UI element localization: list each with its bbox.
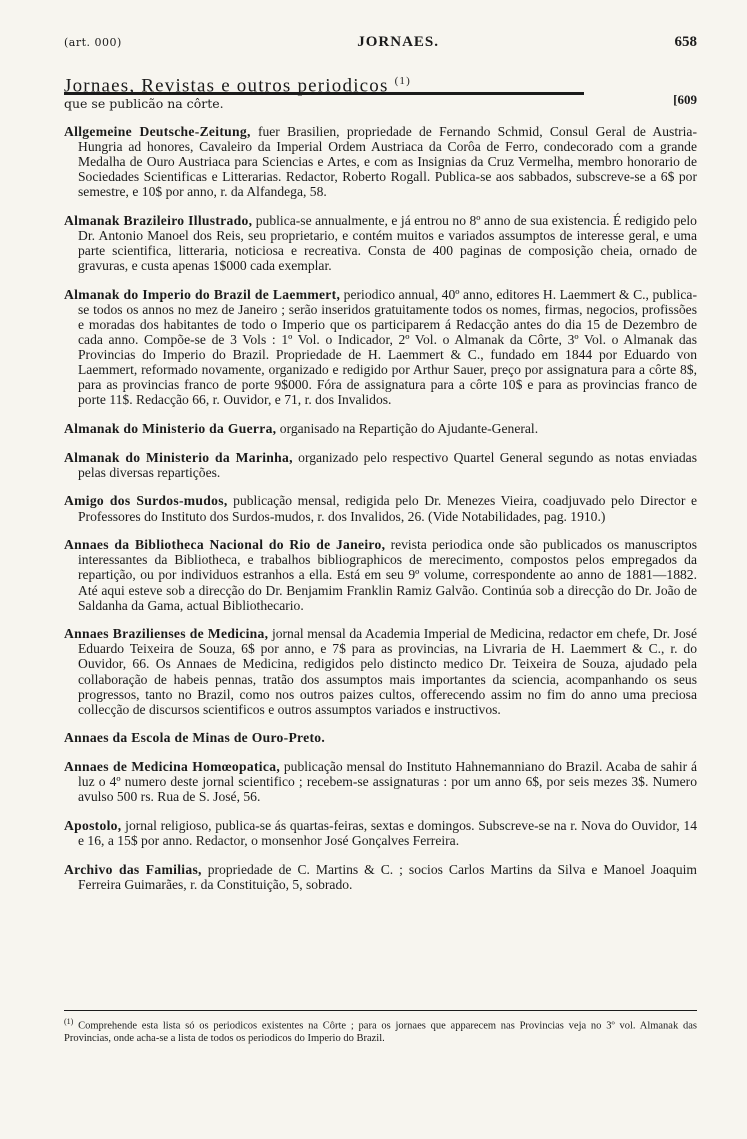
entry-text: organisado na Repartição do Ajudante-General.	[276, 420, 539, 436]
entry-name: Almanak do Ministerio da Guerra,	[64, 420, 277, 436]
footnote-mark: (1)	[394, 75, 411, 87]
entry-name: Almanak do Ministerio da Marinha,	[64, 449, 293, 465]
entry	[64, 213, 697, 273]
page-title: JORNAES.	[357, 34, 440, 50]
entry-name: Archivo das Familias,	[64, 861, 202, 877]
entry-text: revista periodica onde são publicados os manuscriptos interessantes da Bibliotheca, e trabalhos bibliographicos de merecimento, compostos pelos empregados da repartição, ou por individuos estranhos a ella. Está em seu 9º volume, correspondente ao anno de 1881—1882. Até aqui esteve sob a direcção do Dr. Benjamim Franklin Ramiz Galvão. Continúa sob a direcção do Dr. João de Saldanha da Gama, actual Bibliothecario.	[78, 537, 697, 613]
entry-name: Annaes da Bibliotheca Nacional do Rio de Janeiro,	[64, 537, 386, 553]
entry	[64, 421, 697, 436]
entry-name: Annaes da Escola de Minas de Ouro-Preto.	[64, 730, 326, 746]
entry	[64, 493, 697, 523]
subheading-row	[64, 92, 697, 110]
entry-name: Apostolo,	[64, 818, 122, 833]
entry-text: propriedade de C. Martins & C. ; socios Carlos Martins da Silva e Manoel Joaquim Ferreira Guimarães, r. da Constituição, 5, sobrado.	[78, 861, 697, 892]
entry-name: Annaes Brazilienses de Medicina,	[64, 626, 269, 642]
entry-name: Amigo dos Surdos-mudos,	[64, 493, 228, 509]
entry	[64, 450, 697, 480]
entry-name: Almanak Brazileiro Illustrado,	[64, 212, 253, 228]
page-header	[64, 34, 697, 56]
entry-text: publica-se annualmente, e já entrou no 8º anno de sua existencia. É redigido pelo Dr. Antonio Manoel dos Reis, seu proprietario, e contém muitos e variados assumptos de interesse geral, e uma parte scientifica, litteraria, noticiosa e recreativa. Consta de 400 paginas de composição cheia, ornado de gravuras, e custa apenas 1$000 cada exemplar.	[78, 212, 697, 273]
footnote-text: Comprehende esta lista só os periodicos existentes na Côrte ; para os jornaes que apparecem nas Provincias veja no 3º vol. Almanak das Provincias, onde acha-se a lista de todos os periodicos do Imperio do Brazil.	[64, 1020, 697, 1044]
entry	[64, 759, 697, 804]
entry-text: jornal religioso, publica-se ás quartas-feiras, sextas e domingos. Subscreve-se na r. Nova do Ouvidor, 14 e 16, a 15$ por anno. Redactor, o monsenhor José Gonçalves Ferreira.	[78, 818, 697, 849]
entry	[64, 287, 697, 408]
section-heading	[64, 70, 697, 97]
entry-text: fuer Brasilien, propriedade de Fernando Schmid, Consul Geral de Austria-Hungria ad honores, Cavaleiro da Imperial Ordem Austriaca da Corôa de Ferro, condecorado com a grande Medalha de Ouro Austriaca para Sciencias e Artes, e com as Insignias da Cruz Vermelha, membro honorario de Sociedades Scientificas e Litterarias. Redactor, Roberto Rogall. Publica-se aos sabbados, subscreve-se a 6$ por semestre, e 10$ por anno, r. da Alfandega, 58.	[78, 123, 697, 199]
footnote	[64, 1016, 697, 1046]
entry	[64, 862, 697, 892]
entry	[64, 818, 697, 848]
footnote-divider	[64, 1010, 697, 1011]
entry-text: publicação mensal, redigida pelo Dr. Menezes Vieira, coadjuvado pelo Director e Professores do Instituto dos Surdos-mudos, r. dos Invalidos, 26. (Vide Notabilidades, pag. 1910.)	[78, 493, 697, 524]
entry-text: periodico annual, 40º anno, editores H. Laemmert & C., publica-se todos os annos no mez de Janeiro ; serão inseridos gratuitamente todos os nomes, firmas, negocios, profissões e moradas dos habitantes de todo o Imperio que os participarem á Redacção antes do dia 15 de Dezembro de cada anno. Compõe-se de 3 Vols : 1º Vol. o Indicador, 2º Vol. o Almanak da Côrte, 3º Vol. o Almanak das Provincias do Imperio do Brazil. Propriedade de H. Laemmert & C., fundado em 1844 por Eduardo von Laemmert, reformado novamente, organizado e redigido por Arthur Sauer, preço por assignatura para a côrte 8$, para as provincias franco de porte 9$000. Fóra de assignatura para a côrte 10$ e para as provincias franco de porte 11$. Redacção 66, r. Ouvidor, e 71, r. dos Invalidos.	[78, 286, 697, 408]
entry-name: Almanak do Imperio do Brazil de Laemmert,	[64, 286, 341, 302]
section-subtitle: que se publicão na côrte.	[64, 96, 224, 111]
footnote-number: (1)	[64, 1017, 74, 1026]
section-heading-text: Jornaes, Revistas e outros periodicos	[64, 75, 389, 97]
article-number: [609	[673, 92, 697, 107]
entry	[64, 537, 697, 612]
entry-list	[64, 124, 697, 892]
entry-text: organizado pelo respectivo Quartel General segundo as notas enviadas pelas diversas repartições.	[78, 449, 697, 480]
entry	[64, 730, 697, 745]
entry-name: Annaes de Medicina Homœopatica,	[64, 759, 281, 775]
entry	[64, 124, 697, 199]
running-head: (art. 000)	[64, 36, 122, 49]
entry	[64, 626, 697, 717]
subheading-rule	[64, 92, 584, 112]
page-number: 658	[674, 34, 697, 50]
entry-text: jornal mensal da Academia Imperial de Medicina, redactor em chefe, Dr. José Eduardo Teixeira de Souza, 6$ por anno, e 7$ para as provincias, na Livraria de H. Laemmert & C., r. do Ouvidor, 66. Os Annaes de Medicina, redigidos pelo distincto medico Dr. Teixeira de Souza, ajudado pela collaboração de habeis pennas, tratão dos assumptos mais importantes da sciencia, acompanhando os seus progressos, tanto no Brazil, como nos outros paizes cultos, offerecendo assim no fim do anno uma preciosa collecção de discursos scientificos e outros assumptos variados e instructivos.	[78, 626, 698, 717]
entry-text: publicação mensal do Instituto Hahnemanniano do Brazil. Acaba de sahir á luz o 4º numero deste jornal scientifico ; recebem-se assignaturas : por um anno 6$, por seis mezes 3$. Numero avulso 500 rs. Rua de S. José, 56.	[78, 759, 697, 805]
entry-name: Allgemeine Deutsche-Zeitung,	[64, 123, 251, 139]
